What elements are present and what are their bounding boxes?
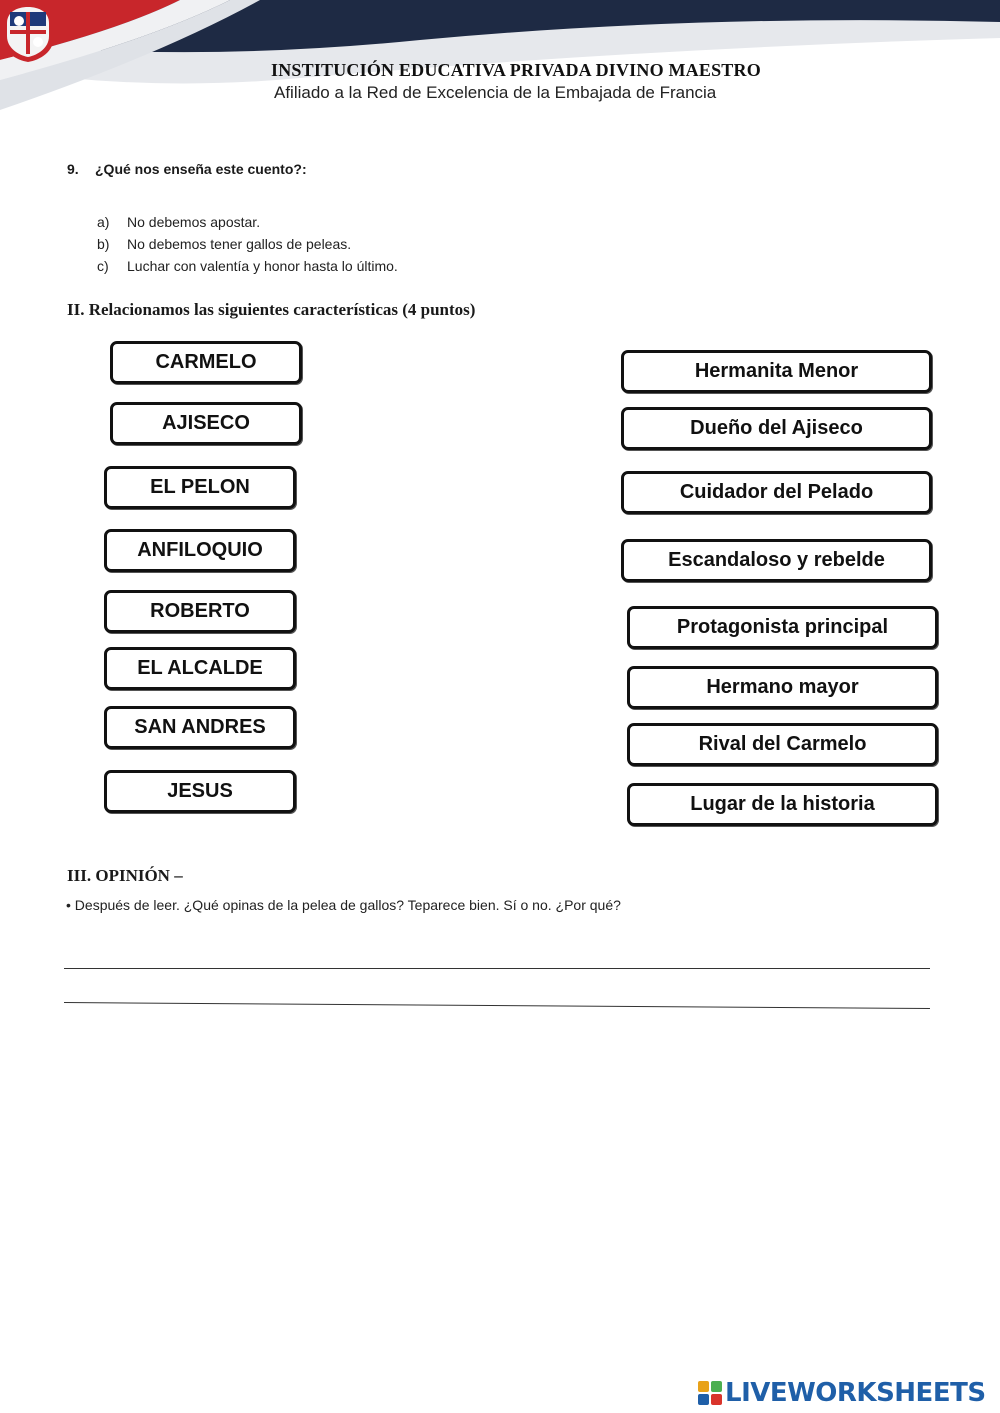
- option-a[interactable]: [97, 214, 260, 230]
- match-left-anfiloquio[interactable]: ANFILOQUIO: [104, 529, 296, 572]
- match-right-hermanita-menor[interactable]: Hermanita Menor: [621, 350, 932, 393]
- option-letter: b): [97, 236, 110, 252]
- option-b[interactable]: [97, 236, 351, 252]
- page-header: [0, 0, 1000, 130]
- match-right-escandaloso[interactable]: Escandaloso y rebelde: [621, 539, 932, 582]
- match-left-san-andres[interactable]: SAN ANDRES: [104, 706, 296, 749]
- match-right-protagonista[interactable]: Protagonista principal: [627, 606, 938, 649]
- match-left-carmelo[interactable]: CARMELO: [110, 341, 302, 384]
- section-2-title: II. Relacionamos las siguientes características (4 puntos): [67, 300, 476, 319]
- option-letter: a): [97, 214, 110, 230]
- match-left-jesus[interactable]: JESUS: [104, 770, 296, 813]
- liveworksheets-icon: [698, 1381, 722, 1405]
- section-3-title: III. OPINIÓN –: [67, 866, 183, 885]
- match-left-el-pelon[interactable]: EL PELON: [104, 466, 296, 509]
- answer-line-1[interactable]: [64, 968, 930, 969]
- question-number: 9.: [67, 161, 79, 177]
- institution-name: INSTITUCIÓN EDUCATIVA PRIVADA DIVINO MAESTRO: [271, 60, 761, 80]
- match-left-ajiseco[interactable]: AJISECO: [110, 402, 302, 445]
- match-left-roberto[interactable]: ROBERTO: [104, 590, 296, 633]
- option-c[interactable]: [97, 258, 398, 274]
- match-right-hermano-mayor[interactable]: Hermano mayor: [627, 666, 938, 709]
- liveworksheets-logo: [698, 1375, 986, 1411]
- school-crest-icon: [0, 0, 56, 64]
- match-right-dueno-ajiseco[interactable]: Dueño del Ajiseco: [621, 407, 932, 450]
- question-9: [67, 161, 307, 177]
- match-right-rival-carmelo[interactable]: Rival del Carmelo: [627, 723, 938, 766]
- option-text: No debemos apostar.: [127, 214, 261, 230]
- answer-line-2[interactable]: [64, 1002, 930, 1009]
- institution-affiliation: Afiliado a la Red de Excelencia de la Embajada de Francia: [274, 83, 717, 102]
- liveworksheets-brand: LIVEWORKSHEETS: [725, 1378, 986, 1408]
- option-letter: c): [97, 258, 109, 274]
- opinion-prompt: • Después de leer. ¿Qué opinas de la pelea de gallos? Teparece bien. Sí o no. ¿Por qué?: [66, 897, 621, 913]
- option-text: Luchar con valentía y honor hasta lo último.: [127, 258, 398, 274]
- match-right-lugar-historia[interactable]: Lugar de la historia: [627, 783, 938, 826]
- question-text: ¿Qué nos enseña este cuento?:: [95, 161, 307, 177]
- option-text: No debemos tener gallos de peleas.: [127, 236, 352, 252]
- match-left-el-alcalde[interactable]: EL ALCALDE: [104, 647, 296, 690]
- match-right-cuidador-pelado[interactable]: Cuidador del Pelado: [621, 471, 932, 514]
